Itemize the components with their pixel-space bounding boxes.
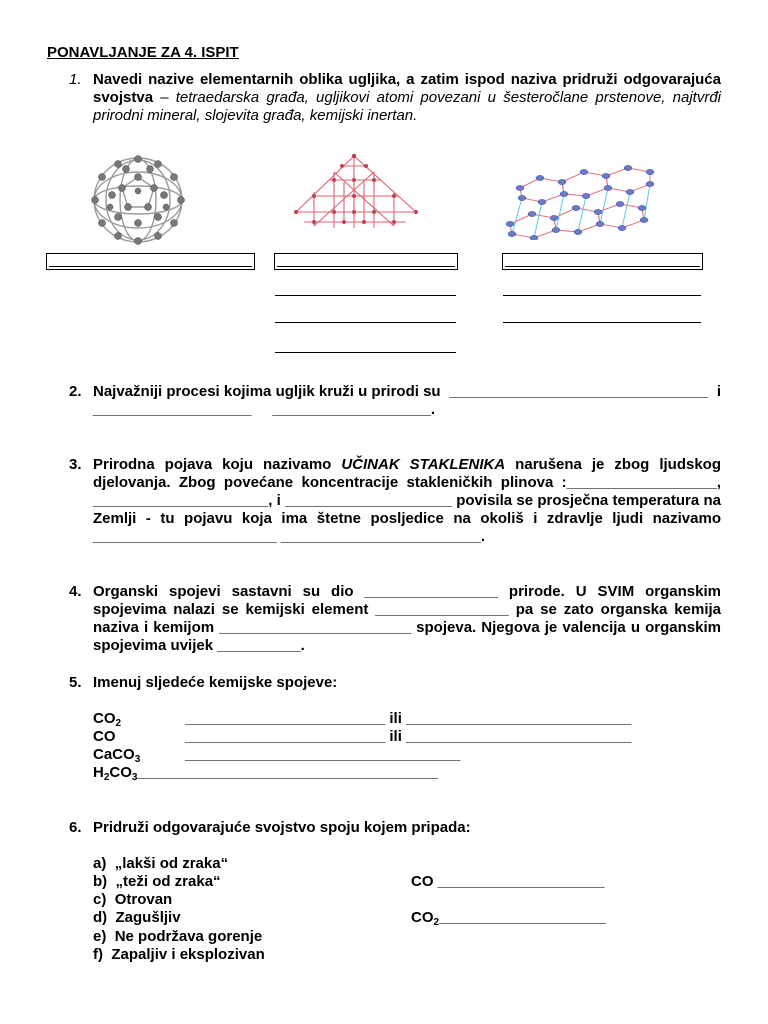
graphite-name-field[interactable] [502,253,703,270]
question-number: 5. [69,674,82,691]
question-5 [69,674,721,692]
question-2-text: Najvažniji procesi kojima ugljik kruži u prirodi su [93,383,441,400]
question-1-properties: – tetraedarska građa, ugljikovi atomi povezani u šesteročlane prstenove, najtvrđi prirodni mineral, slojevita građa, kemijski inertan. [93,89,721,124]
compound-row-co2-answers[interactable]: ________________________ ili ___________________________ [185,710,632,727]
answer-blank[interactable]: ________________________ [185,710,386,727]
page-title: PONAVLJANJE ZA 4. ISPIT [47,44,239,61]
property-item: c) Otrovan [93,891,173,908]
question-4 [69,583,721,655]
process-blank-3[interactable]: ___________________ [272,401,431,418]
question-number: 4. [69,583,82,600]
q4-line-3[interactable]: naziva i kemijom _______________________ spojeva. Njegova je valencija u organskim [93,619,721,636]
compound-row-caco3: CaCO$_3$ [93,746,141,765]
property-item: b) „teži od zraka“ [93,873,221,890]
question-3 [69,456,721,546]
co2-match-blank[interactable]: ____________________ [439,909,606,926]
q3-greenhouse-term: UČINAK STAKLENIKA [341,456,506,473]
diamond-property-line-1[interactable] [275,295,456,296]
graphite-layers-model-image [500,158,660,240]
q4-line-1[interactable]: Organski spojevi sastavni su dio ________________ prirode. U SVIM organskim [93,583,721,600]
q3-line-1a: Prirodna pojava koju nazivamo [93,456,342,473]
co-match-blank[interactable]: ____________________ [437,873,605,890]
question-2-end: . [430,401,436,418]
graphite-property-line-2[interactable] [503,322,701,323]
process-blank-2[interactable]: ___________________ [93,401,252,418]
q3-line-4: Zemlji - tu pojavu koja ima štetne posljedice na okoliš i zdravlje ljudi nazivamo [93,510,721,527]
question-number: 6. [69,819,82,836]
compound-row-h2co3[interactable]: $H_2CO_3\_\_\_\_\_\_\_\_\_\_\_\_\_\_\_\_\_\_\_\_\_\_\_\_\_\_\_\_\_\_\_\_\_\_\_\_$ [93,764,438,783]
answer-blank[interactable]: ____________________________________ [137,764,438,781]
question-number: 3. [69,456,82,473]
question-5-text: Imenuj sljedeće kemijske spojeve: [93,674,338,691]
process-blank-1[interactable]: _______________________________ [449,383,709,400]
answer-blank[interactable]: ________________________ [185,728,386,745]
answer-blank[interactable]: ___________________________ [406,710,632,727]
answer-blank[interactable]: ___________________________ [406,728,632,745]
graphite-property-line-1[interactable] [503,295,701,296]
question-2 [69,383,721,419]
diamond-property-line-2[interactable] [275,322,456,323]
question-6-text: Pridruži odgovarajuće svojstvo spoju kojem pripada: [93,819,471,836]
question-2-and: i [716,383,721,400]
co-match-row[interactable]: CO ____________________ [411,873,605,890]
q3-line-3[interactable]: _____________________, i ____________________ povisila se prosječna temperatura na [93,492,721,509]
co2-match-row[interactable]: $CO_2\_\_\_\_\_\_\_\_\_\_\_\_\_\_\_\_\_\_\_\_$ [411,909,606,928]
compound-row-co: CO [93,728,116,745]
compound-row-caco3-answer[interactable] [185,746,460,764]
q4-line-2[interactable]: spojevima nalazi se kemijski element ________________ pa se zato organska kemija [93,601,721,618]
property-item: d) Zagušljiv [93,909,181,926]
q3-line-2[interactable]: djelovanja. Zbog povećane koncentracije stakleničkih plinova :__________________, [93,474,721,491]
question-6 [69,819,721,837]
fullerene-model-image [88,155,188,245]
question-1-instruction: Navedi nazive elementarnih oblika ugljika, a zatim ispod naziva pridruži odgovarajuća svojstva [93,71,721,106]
diamond-name-field[interactable] [274,253,458,270]
q3-line-5[interactable]: ______________________ ________________________. [93,528,486,545]
compound-row-co-answers[interactable]: ________________________ ili ___________________________ [185,728,632,745]
diamond-lattice-model-image [282,152,432,232]
property-item: e) Ne podržava gorenje [93,928,263,945]
question-number: 2. [69,383,82,400]
answer-blank[interactable]: _________________________________ [185,746,461,763]
q4-line-4[interactable]: spojevima uvijek __________. [93,637,305,654]
diamond-property-line-3[interactable] [275,352,456,353]
property-item: f) Zapaljiv i eksplozivan [93,946,265,963]
fullerene-name-field[interactable] [46,253,255,270]
compound-row-co2: $CO_2$ [93,710,122,729]
property-item: a) „lakši od zraka“ [93,855,229,872]
question-1 [69,71,721,125]
question-number: 1. [69,71,82,88]
q3-line-1c: narušena je zbog ljudskog [505,456,721,473]
